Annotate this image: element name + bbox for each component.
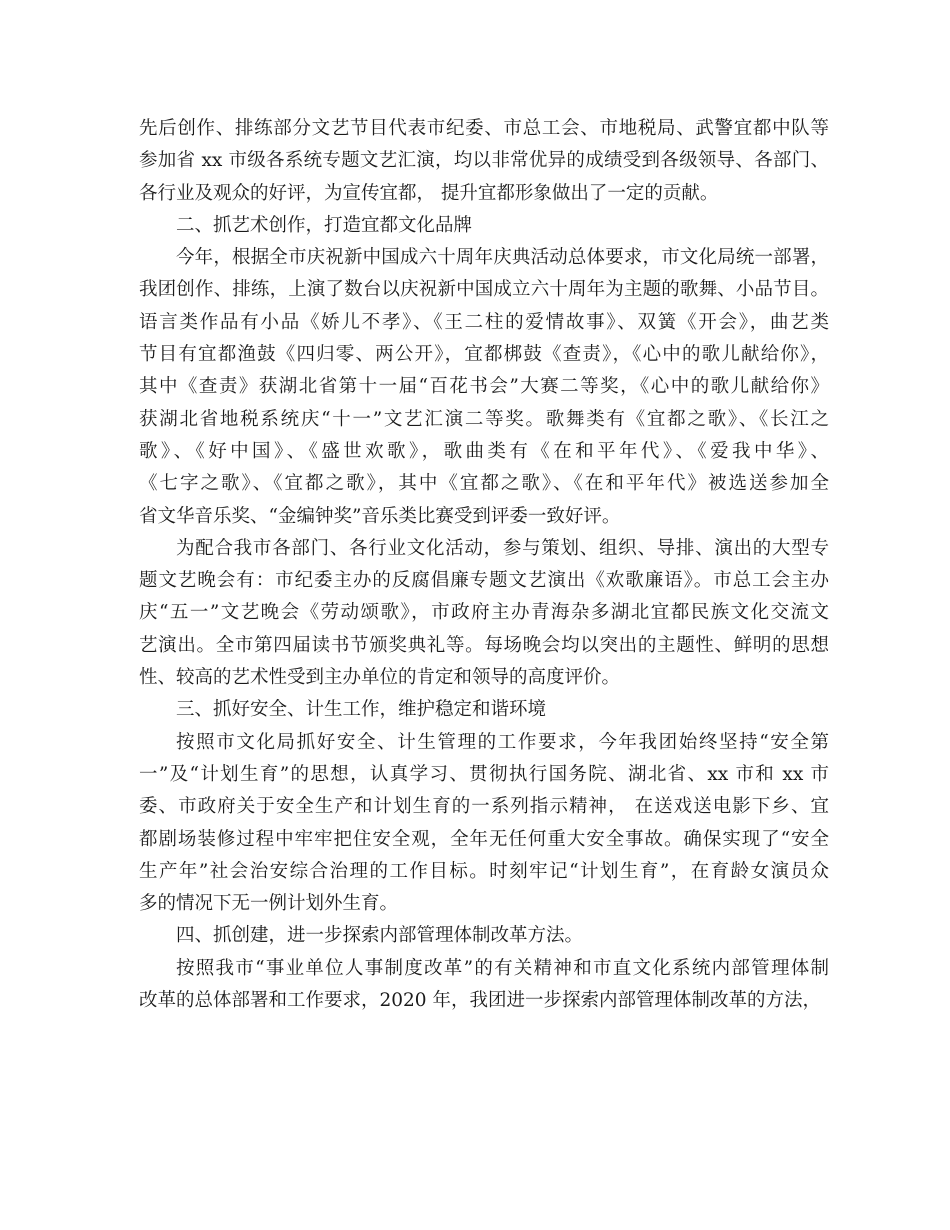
text-line: 省文华音乐奖、“金编钟奖”音乐类比赛受到评委一致好评。	[139, 505, 621, 527]
text-line: 其中《查责》获湖北省第十一届“百花书会”大赛二等奖，《心中的歌儿献给你》	[139, 376, 829, 398]
text-line: 多的情况下无一例计划外生育。	[139, 893, 399, 915]
text-line: 为配合我市各部门、各行业文化活动，参与策划、组织、导排、演出的大型专	[176, 537, 829, 559]
text-line: 艺演出。全市第四届读书节颁奖典礼等。每场晚会均以突出的主题性、鲜明的思想	[139, 634, 829, 656]
paragraph	[139, 533, 829, 694]
text-line: 庆“五一”文艺晚会《劳动颂歌》，市政府主办青海杂多湖北宜都民族文化交流文	[139, 602, 829, 624]
section-heading	[139, 920, 829, 952]
section-heading	[139, 210, 829, 242]
text-line: 我团创作、排练，上演了数台以庆祝新中国成立六十周年为主题的歌舞、小品节目。	[139, 279, 829, 301]
text-line: 生产年”社会治安综合治理的工作目标。时刻牢记“计划生育”，在育龄女演员众	[139, 860, 829, 882]
paragraph	[139, 242, 829, 533]
document-body	[139, 113, 829, 1017]
text-line: 按照我市“事业单位人事制度改革”的有关精神和市直文化系统内部管理体制	[176, 957, 829, 979]
text-line: 都剧场装修过程中牢牢把住安全观，全年无任何重大安全事故。确保实现了“安全	[139, 828, 829, 850]
text-line: 语言类作品有小品《娇儿不孝》、《王二柱的爱情故事》、双簧《开会》，曲艺类	[139, 311, 829, 333]
text-line: 委、市政府关于安全生产和计划生育的一系列指示精神， 在送戏送电影下乡、宜	[139, 796, 829, 818]
text-line: 先后创作、排练部分文艺节目代表市纪委、市总工会、市地税局、武警宜都中队等	[139, 118, 829, 139]
text-line: 《七字之歌》、《宜都之歌》，其中《宜都之歌》、《在和平年代》被选送参加全	[139, 473, 829, 495]
paragraph	[139, 113, 829, 210]
text-line: 歌》、《好中国》、《盛世欢歌》，歌曲类有《在和平年代》、《爱我中华》、	[139, 440, 829, 462]
text-line: 各行业及观众的好评，为宣传宜都， 提升宜都形象做出了一定的贡献。	[139, 182, 719, 204]
text-line: 题文艺晚会有：市纪委主办的反腐倡廉专题文艺演出《欢歌廉语》。市总工会主办	[139, 570, 829, 592]
heading-text: 三、抓好安全、计生工作，维护稳定和谐环境	[176, 699, 547, 721]
text-line: 获湖北省地税系统庆“十一”文艺汇演二等奖。歌舞类有《宜都之歌》、《长江之	[139, 408, 829, 430]
text-line: 一”及“计划生育”的思想，认真学习、贯彻执行国务院、湖北省、xx 市和 xx 市	[139, 763, 829, 785]
heading-text: 四、抓创建，进一步探索内部管理体制改革方法。	[176, 925, 584, 947]
text-line: 今年，根据全市庆祝新中国成六十周年庆典活动总体要求，市文化局统一部署，	[176, 247, 829, 269]
paragraph	[139, 727, 829, 921]
section-heading	[139, 694, 829, 726]
heading-text: 二、抓艺术创作，打造宜都文化品牌	[176, 214, 473, 236]
text-line: 按照市文化局抓好安全、计生管理的工作要求，今年我团始终坚持“安全第	[176, 731, 829, 753]
text-line: 节目有宜都渔鼓《四归零、两公开》，宜都梆鼓《查责》，《心中的歌儿献给你》，	[139, 344, 829, 366]
paragraph	[139, 953, 829, 1018]
text-line: 参加省 xx 市级各系统专题文艺汇演，均以非常优异的成绩受到各级领导、各部门、	[139, 150, 829, 172]
text-line: 改革的总体部署和工作要求，2020 年，我团进一步探索内部管理体制改革的方法，	[139, 990, 821, 1012]
text-line: 性、较高的艺术性受到主办单位的肯定和领导的高度评价。	[139, 667, 621, 689]
